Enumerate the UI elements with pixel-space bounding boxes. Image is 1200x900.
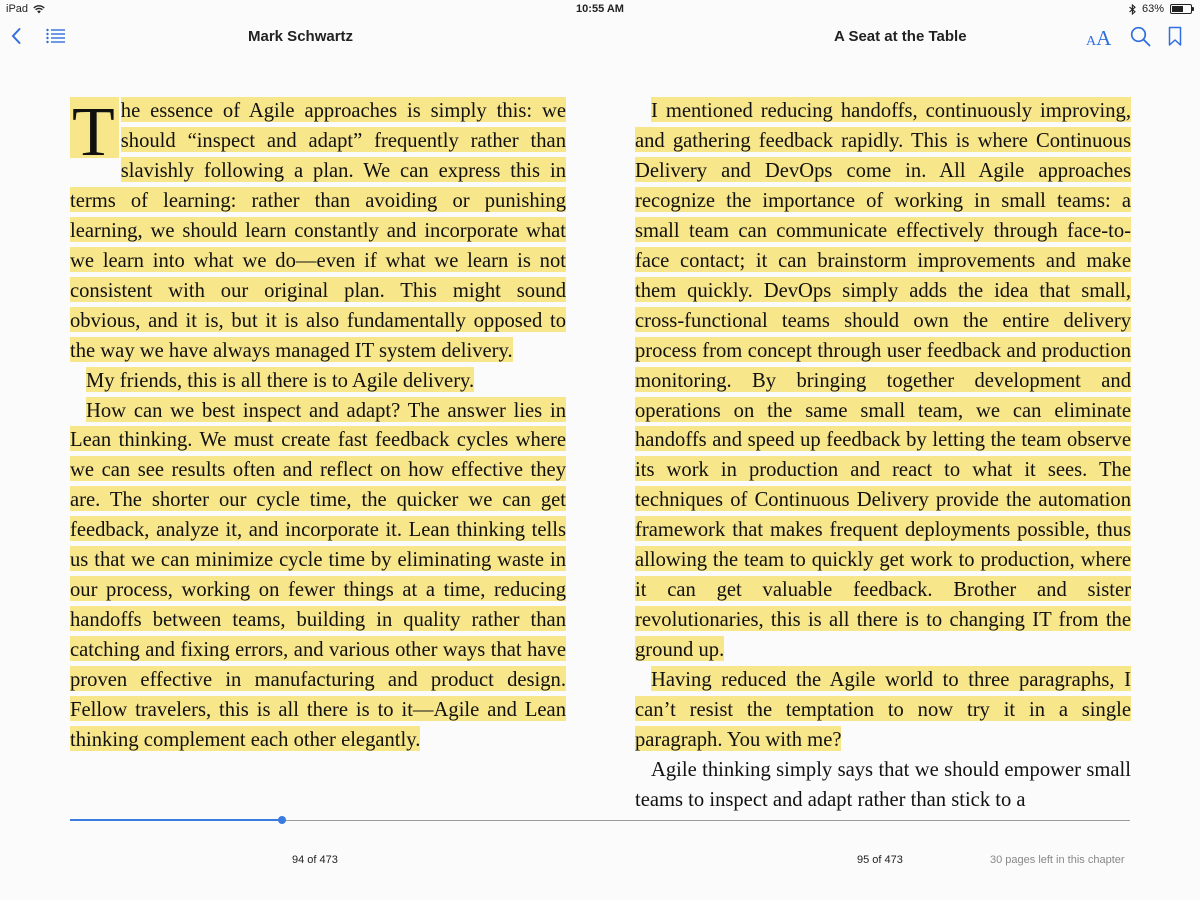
- highlight[interactable]: My friends, this is all there is to Agile delivery.: [86, 369, 475, 392]
- battery-percent: 63%: [1141, 3, 1164, 15]
- highlight[interactable]: Having reduced the Agile world to three paragraphs, I can’t resist the temptation to now try it in a single paragraph. You with me?: [635, 669, 1131, 752]
- left-paragraph-1: [70, 94, 566, 367]
- highlight[interactable]: he essence of Agile approaches is simply this: we should “inspect and adapt” frequently rather than slavishly following a plan. We can express this in terms of learning: rather than avoiding or punishing learning, we should learn constantly and incorporate what we learn into what we do—even if what we learn is not consistent with our original plan. This might sound obvious, and it is, but it is also fundamentally opposed to the way we have always managed IT system delivery.: [70, 100, 566, 362]
- drop-cap: T: [70, 100, 119, 158]
- font-large-glyph: A: [1096, 26, 1112, 50]
- bluetooth-icon: [1129, 4, 1136, 15]
- right-paragraph-2: [635, 666, 1131, 756]
- right-paragraph-3: Agile thinking simply says that we should empower small teams to inspect and adapt rather than stick to a: [635, 758, 1131, 811]
- device-label: iPad: [6, 3, 29, 15]
- right-page-number: 95 of 473: [857, 854, 903, 866]
- author-name: Mark Schwartz: [248, 28, 354, 45]
- status-right: [1129, 3, 1192, 15]
- right-page: [635, 97, 1131, 816]
- chevron-left-icon: [10, 26, 22, 46]
- list-icon: [46, 28, 66, 44]
- progress-fill: [70, 819, 282, 821]
- page-scrubber[interactable]: [70, 820, 1130, 821]
- highlight[interactable]: How can we best inspect and adapt? The answer lies in Lean thinking. We must create fast feedback cycles where we can see results often and reflect on how effective they are. The shorter our cycle time, the quicker we can get feedback, analyze it, and incorporate it. Lean thinking tells us that we can minimize cycle time by eliminating waste in our process, working on fewer things at a time, reducing handoffs between teams, building in quality rather than catching and fixing errors, and various other ways that have proven effective in manufacturing and product design. Fellow travelers, this is all there is to it—Agile and Lean thinking complement each other elegantly.: [70, 399, 566, 752]
- bookmark-icon: [1168, 26, 1182, 47]
- right-paragraph-1: [635, 97, 1131, 666]
- clock: 10:55 AM: [576, 3, 624, 15]
- font-size-button[interactable]: [1086, 26, 1111, 51]
- battery-level: [1172, 6, 1183, 12]
- left-paragraph-3: [70, 397, 566, 756]
- scrubber-handle[interactable]: [278, 816, 286, 824]
- bookmark-button[interactable]: [1168, 26, 1182, 52]
- chapter-pages-remaining: 30 pages left in this chapter: [990, 854, 1125, 866]
- font-small-glyph: A: [1086, 34, 1097, 49]
- left-page: [70, 94, 566, 756]
- table-of-contents-button[interactable]: [46, 28, 66, 49]
- left-paragraph-2: [70, 367, 566, 397]
- highlight[interactable]: I mentioned reducing handoffs, continuously improving, and gathering feedback rapidly. This is where Continuous Delivery and DevOps come in. All Agile approaches recognize the importance of working in small teams: a small team can communicate effectively through face-to-face contact; it can brainstorm improvements and make them quickly. DevOps simply adds the idea that small, cross-functional teams should own the entire delivery process from concept through user feedback and production monitoring. By bringing together development and operations on the same small team, we can eliminate handoffs and speed up feedback by letting the team observe its work in production and react to what it sees. The techniques of Continuous Delivery provide the automation framework that makes frequent deployments possible, thus allowing the team to quickly get work to production, where it can get valuable feedback. Brother and sister revolutionaries, this is all there is to changing IT from the ground up.: [635, 100, 1131, 662]
- book-title: A Seat at the Table: [834, 28, 967, 45]
- search-button[interactable]: [1130, 26, 1151, 52]
- search-icon: [1130, 26, 1151, 47]
- status-bar: [0, 0, 1200, 20]
- back-button[interactable]: [10, 26, 22, 51]
- left-page-number: 94 of 473: [292, 854, 338, 866]
- battery-icon: [1170, 4, 1192, 14]
- reader-toolbar: [0, 20, 1200, 60]
